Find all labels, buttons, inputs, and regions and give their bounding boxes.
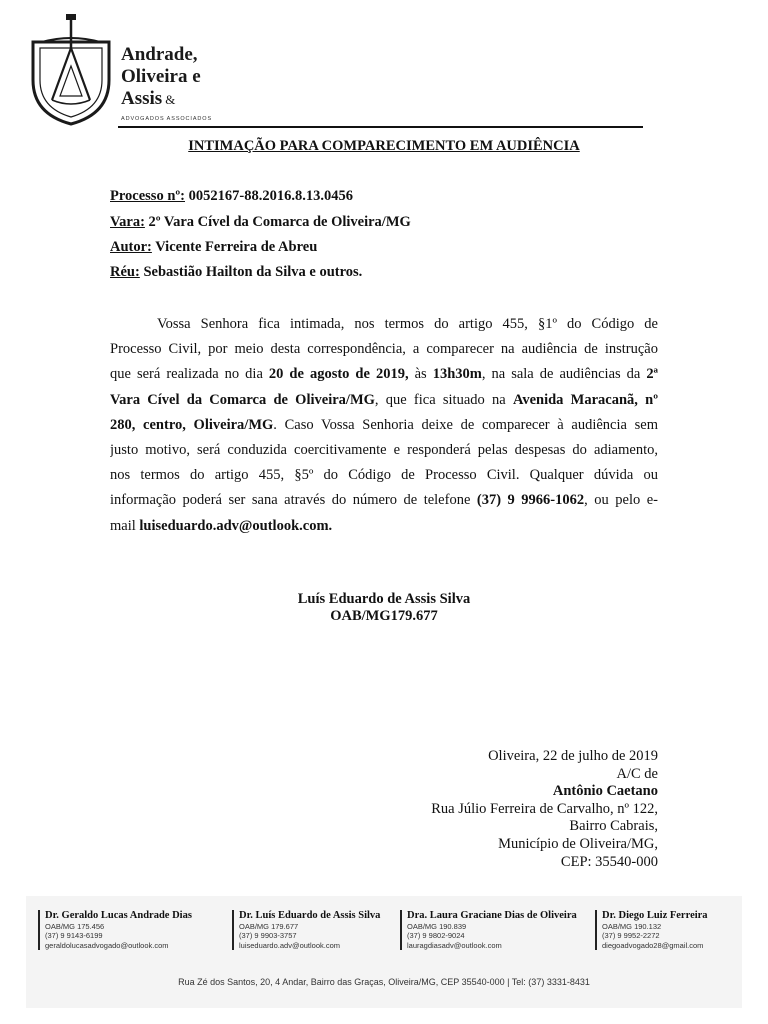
lawyer-email: geraldolucasadvogado@outlook.com: [45, 940, 169, 950]
lawyer-phone: (37) 9 9143-6199: [45, 931, 103, 941]
lawyer-name: Dra. Laura Graciane Dias de Oliveira: [407, 910, 577, 921]
lawyer-oab: OAB/MG 179.677: [239, 922, 299, 931]
footer-lawyer: [595, 910, 708, 950]
notice-body: [110, 312, 658, 539]
body-line: mail luiseduardo.adv@outlook.com.: [110, 517, 333, 534]
body-line: que será realizada no dia 20 de agosto de 2019, às 13h30m, na sala de audiências da 2ª: [110, 366, 658, 383]
lawyer-phone: (37) 9 9952-2272: [602, 931, 660, 941]
plaintiff-value: Vicente Ferreira de Abreu: [151, 239, 318, 255]
defendant: [110, 264, 362, 281]
lawyer-name: Dr. Geraldo Lucas Andrade Dias: [45, 910, 192, 921]
firm-name-line: Oliveira e: [121, 66, 201, 87]
process-value: 0052167-88.2016.8.13.0456: [185, 188, 353, 204]
plaintiff: [110, 239, 317, 256]
recipient-cep: CEP: 35540-000: [560, 853, 658, 870]
firm-name: [121, 44, 201, 111]
defendant-value: Sebastião Hailton da Silva e outros.: [139, 264, 363, 280]
document-title: INTIMAÇÃO PARA COMPARECIMENTO EM AUDIÊNCIA: [188, 138, 580, 154]
lawyer-name: Dr. Luís Eduardo de Assis Silva: [239, 910, 381, 921]
plaintiff-label: Autor:: [110, 239, 152, 255]
court-value: 2º Vara Cível da Comarca de Oliveira/MG: [144, 214, 411, 230]
footer-lawyer: [38, 910, 192, 950]
firm-name-suffix: &: [165, 92, 176, 107]
body-line: informação poderá ser sana através do número de telefone (37) 9 9966-1062, ou pelo e-: [110, 492, 658, 509]
recipient-city: Município de Oliveira/MG,: [498, 835, 658, 852]
lawyer-oab: OAB/MG 190.839: [407, 922, 467, 931]
recipient-district: Bairro Cabrais,: [569, 818, 658, 835]
body-line: nos termos do artigo 455, §5º do Código de Processo Civil. Qualquer dúvida ou: [110, 467, 658, 484]
process-number: [110, 188, 353, 205]
footer-lawyer: [232, 910, 380, 950]
firm-subtitle: ADVOGADOS ASSOCIADOS: [121, 116, 213, 122]
body-line: 280, centro, Oliveira/MG. Caso Vossa Senhoria deixe de comparecer à audiência sem: [110, 416, 658, 433]
firm-name-line: Andrade,: [121, 44, 198, 65]
lawyer-phone: (37) 9 9802-9024: [407, 931, 465, 941]
lawyer-email: lauragdiasadv@outlook.com: [407, 940, 502, 950]
defendant-label: Réu:: [110, 264, 140, 280]
letter-date: Oliveira, 22 de julho de 2019: [488, 748, 658, 764]
court-label: Vara:: [110, 214, 145, 230]
lawyer-email: luiseduardo.adv@outlook.com: [239, 940, 341, 950]
header-divider: [118, 126, 643, 128]
lawyer-phone: (37) 9 9903-3757: [239, 931, 297, 941]
court: [110, 214, 411, 231]
recipient-address: [431, 748, 658, 871]
footer-address: Rua Zé dos Santos, 20, 4 Andar, Bairro das Graças, Oliveira/MG, CEP 35540-000 | Tel: (37) 3331-8431: [178, 977, 590, 987]
recipient-line: A/C de Antônio Caetano: [552, 765, 658, 800]
firm-name-line: Assis: [121, 88, 163, 109]
lawyer-oab: OAB/MG 175.456: [45, 922, 105, 931]
signer-name: Luís Eduardo de Assis Silva: [297, 591, 471, 607]
lawyer-name: Dr. Diego Luiz Ferreira: [602, 910, 708, 921]
body-line: Processo Civil, por meio desta correspondência, a comparecer na audiência de instrução: [110, 341, 658, 358]
process-label: Processo nº:: [110, 188, 185, 204]
body-line: Vossa Senhora fica intimada, nos termos do artigo 455, §1º do Código de: [157, 316, 658, 332]
firm-logo-icon: [30, 14, 112, 126]
signer-oab: OAB/MG179.677: [330, 608, 438, 624]
body-line: justo motivo, será conduzida coercitivamente e responderá pelas despesas do adiamento,: [110, 441, 658, 458]
recipient-street: Rua Júlio Ferreira de Carvalho, nº 122,: [431, 800, 658, 817]
lawyer-email: diegoadvogado28@gmail.com: [602, 940, 704, 950]
body-line: Vara Cível da Comarca de Oliveira/MG, que fica situado na Avenida Maracanã, nº: [110, 391, 658, 408]
footer-lawyer: [400, 910, 577, 950]
lawyer-oab: OAB/MG 190.132: [602, 922, 662, 931]
